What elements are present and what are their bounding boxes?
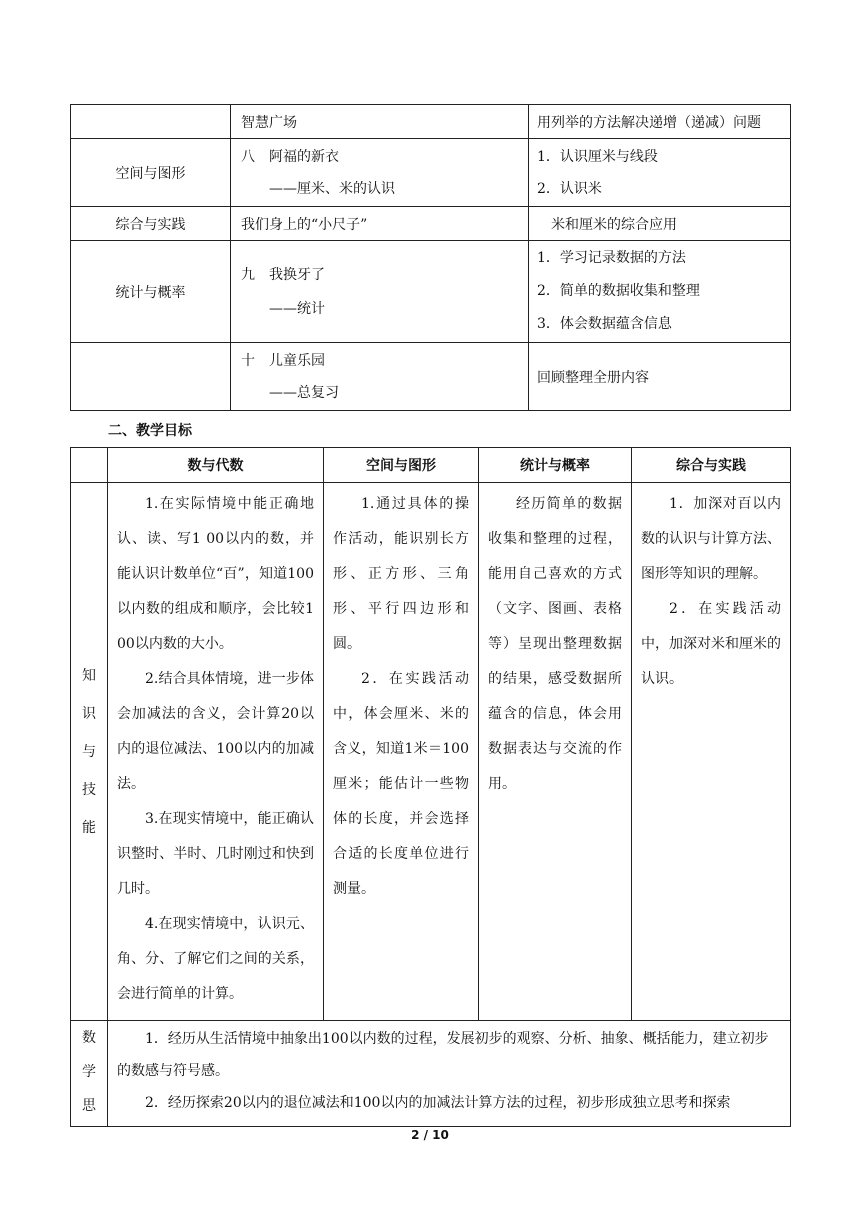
- paragraph: 1.在实际情境中能正确地认、读、写1 00以内的数，并能认识计数单位“百”，知道100以内数的组成和顺序，会比较1 00以内数的大小。: [117, 496, 314, 652]
- content-cell: 八 阿福的新衣 ——厘米、米的认识: [231, 139, 529, 207]
- paragraph: 1．经历从生活情境中抽象出100以内数的过程，发展初步的观察、分析、抽象、概括能力，建立初步的数感与符号感。: [117, 1031, 769, 1079]
- paragraph: 1．加深对百以内数的认识与计算方法、图形等知识的理解。: [641, 496, 781, 582]
- curriculum-table: [70, 104, 791, 411]
- goal-cell: 1．认识厘米与线段 2．认识米: [529, 139, 791, 207]
- goal-cell: 米和厘米的综合应用: [529, 207, 791, 241]
- category-cell: 统计与概率: [71, 241, 231, 343]
- corner-cell: [71, 448, 108, 483]
- teaching-goals-table: [70, 447, 791, 1127]
- content-cell: 我们身上的“小尺子”: [231, 207, 529, 241]
- row-label-knowledge: 知 识 与 技 能: [71, 483, 108, 1021]
- header-number-algebra: 数与代数: [108, 448, 324, 483]
- goal-cell: 回顾整理全册内容: [529, 343, 791, 411]
- practice-cell: [632, 483, 791, 1021]
- paragraph: 2．在实践活动中，体会厘米、米的含义，知道1米＝100厘米；能估计一些物体的长度，并会选择合适的长度单位进行测量。: [333, 671, 469, 897]
- category-cell: 综合与实践: [71, 207, 231, 241]
- section-heading: 二、教学目标: [108, 423, 192, 439]
- page-number: 2 / 10: [411, 1128, 449, 1142]
- row-label-thinking: 数 学 思: [71, 1021, 108, 1127]
- paragraph: 2.结合具体情境，进一步体会加减法的含义，会计算20以内的退位减法、100以内的加减法。: [117, 671, 314, 792]
- knowledge-row: [71, 483, 791, 1021]
- content-cell: 九 我换牙了 ——统计: [231, 241, 529, 343]
- table-row: [71, 343, 791, 411]
- table-row: [71, 105, 791, 139]
- content-cell: 十 儿童乐园 ——总复习: [231, 343, 529, 411]
- goal-cell: 用列举的方法解决递增（递减）问题: [529, 105, 791, 139]
- space-shape-cell: [324, 483, 479, 1021]
- paragraph: 4.在现实情境中，认识元、角、分、了解它们之间的关系，会进行简单的计算。: [117, 916, 314, 1002]
- table-row: [71, 241, 791, 343]
- category-cell: 空间与图形: [71, 139, 231, 207]
- paragraph: 3.在现实情境中，能正确认识整时、半时、几时刚过和快到几时。: [117, 811, 314, 897]
- content-cell: 智慧广场: [231, 105, 529, 139]
- thinking-cell: [108, 1021, 791, 1127]
- table-row: [71, 207, 791, 241]
- table-row: [71, 139, 791, 207]
- category-cell: [71, 105, 231, 139]
- header-statistics: 统计与概率: [479, 448, 632, 483]
- header-space-shape: 空间与图形: [324, 448, 479, 483]
- paragraph: 1.通过具体的操作活动，能识别长方形、正方形、三角形、平行四边形和圆。: [333, 496, 469, 652]
- goal-cell: 1．学习记录数据的方法 2．简单的数据收集和整理 3．体会数据蕴含信息: [529, 241, 791, 343]
- header-practice: 综合与实践: [632, 448, 791, 483]
- statistics-cell: [479, 483, 632, 1021]
- category-cell: [71, 343, 231, 411]
- header-row: [71, 448, 791, 483]
- number-algebra-cell: [108, 483, 324, 1021]
- paragraph: 经历简单的数据收集和整理的过程，能用自己喜欢的方式（文字、图画、表格等）呈现出整理数据的结果，感受数据所蕴含的信息，体会用数据表达与交流的作用。: [488, 496, 622, 792]
- paragraph: 2．经历探索20以内的退位减法和100以内的加减法计算方法的过程，初步形成独立思考和探索: [145, 1095, 731, 1111]
- paragraph: 2．在实践活动中，加深对米和厘米的认识。: [641, 601, 781, 687]
- thinking-row: [71, 1021, 791, 1127]
